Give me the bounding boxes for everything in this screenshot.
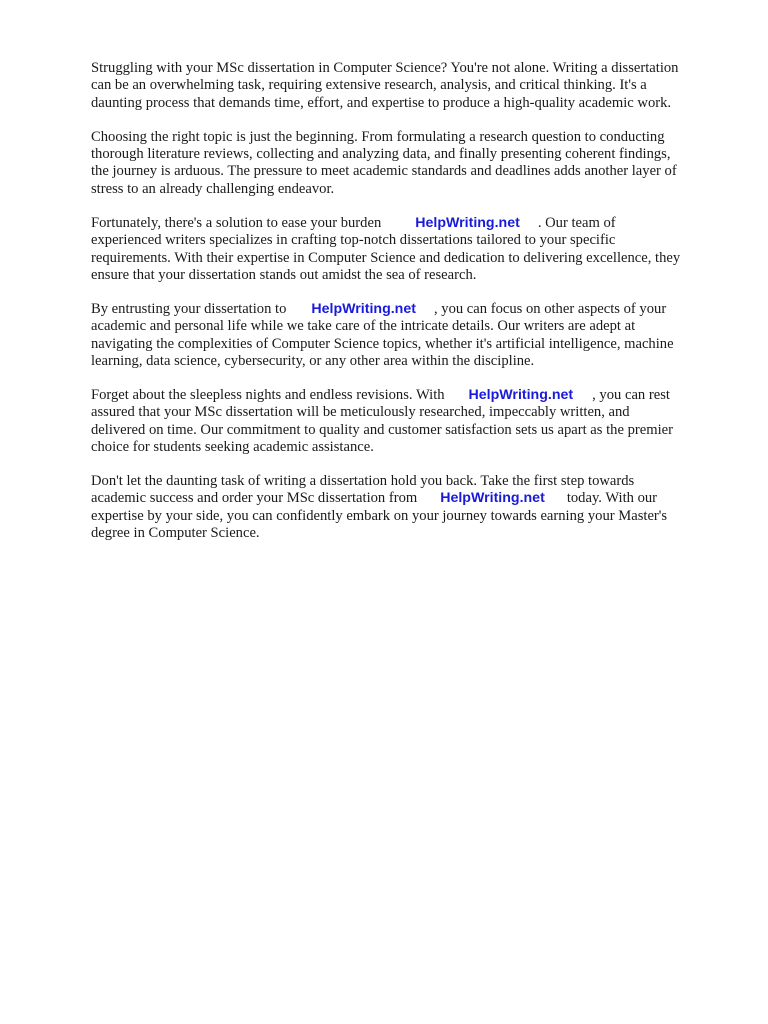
text-line: assured that your MSc dissertation will be meticulously researched, impeccably written, and [91, 404, 630, 421]
text-before-link: Fortunately, there's a solution to ease your burden [91, 214, 382, 231]
text-line: Don't let the daunting task of writing a dissertation hold you back. Take the first step towards [91, 472, 635, 489]
text-line-with-link [91, 215, 731, 232]
text-line: stress to an already challenging endeavor. [91, 180, 335, 197]
text-line: thorough literature reviews, collecting and analyzing data, and finally presenting coherent findings, [91, 146, 671, 163]
text-before-link: Forget about the sleepless nights and endless revisions. With [91, 386, 445, 403]
text-line: experienced writers specializes in crafting top-notch dissertations tailored to your specific [91, 232, 616, 249]
text-after-link: , you can focus on other aspects of your [433, 300, 667, 317]
text-line: Choosing the right topic is just the beginning. From formulating a research question to conducting [91, 128, 665, 145]
text-line: daunting process that demands time, effort, and expertise to produce a high-quality academic work. [91, 94, 672, 111]
text-after-link: , you can rest [592, 386, 670, 403]
paragraph-intro [91, 60, 731, 112]
text-line-with-link [91, 301, 731, 318]
text-after-link: today. With our [566, 490, 658, 507]
text-line: can be an overwhelming task, requiring extensive research, analysis, and critical thinking. It's a [91, 77, 647, 94]
helpwriting-link[interactable]: HelpWriting.net [468, 386, 574, 403]
paragraph-solution [91, 215, 731, 285]
paragraph-entrusting [91, 301, 731, 371]
helpwriting-link[interactable]: HelpWriting.net [440, 490, 545, 507]
document-page [91, 60, 731, 559]
text-before-link: By entrusting your dissertation to [91, 300, 287, 317]
text-line: choice for students seeking academic assistance. [91, 439, 374, 456]
helpwriting-link[interactable]: HelpWriting.net [311, 300, 416, 317]
text-line-with-link [91, 490, 731, 507]
paragraph-sleepless [91, 387, 731, 457]
paragraph-closing [91, 473, 731, 543]
text-line: requirements. With their expertise in Computer Science and dedication to delivering excellence, they [91, 249, 681, 266]
text-line: delivered on time. Our commitment to quality and customer satisfaction sets us apart as the premier [91, 421, 673, 438]
text-line: expertise by your side, you can confidently embark on your journey towards earning your Master's [91, 507, 668, 524]
text-line-with-link [91, 387, 731, 404]
text-line: navigating the complexities of Computer Science topics, whether it's artificial intelligence, machine [91, 335, 674, 352]
text-line: ensure that your dissertation stands out amidst the sea of research. [91, 266, 477, 283]
text-line: degree in Computer Science. [91, 525, 260, 542]
text-line: Struggling with your MSc dissertation in Computer Science? You're not alone. Writing a dissertation [91, 60, 679, 76]
helpwriting-link[interactable]: HelpWriting.net [415, 214, 520, 231]
text-line: academic and personal life while we take care of the intricate details. Our writers are adept at [91, 318, 636, 335]
text-before-link: academic success and order your MSc dissertation from [91, 490, 418, 507]
text-line: learning, data science, cybersecurity, or any other area within the discipline. [91, 352, 535, 369]
text-after-link: . Our team of [537, 214, 616, 231]
text-line: the journey is arduous. The pressure to meet academic standards and deadlines adds another layer of [91, 163, 677, 180]
paragraph-topic [91, 129, 731, 199]
